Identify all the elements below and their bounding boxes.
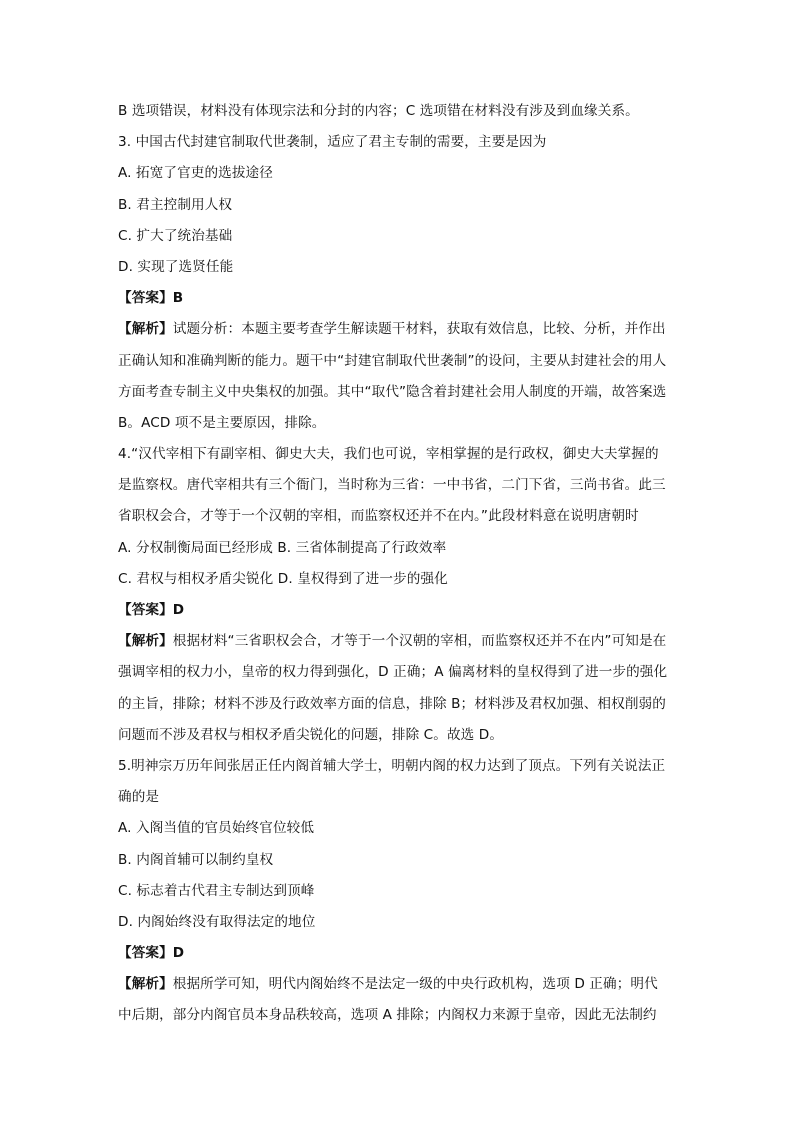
text-line: 方面考查专制主义中央集权的加强。其中“取代”隐含着封建社会用人制度的开端，故答案选 [118, 383, 667, 400]
text-line: 的主旨，排除；材料不涉及行政效率方面的信息，排除 B；材料涉及君权加强、相权削弱的 [118, 695, 666, 712]
question-5-answer: 【答案】D [118, 945, 185, 962]
question-3-analysis: 【解析】试题分析：本题主要考查学生解读题干材料，获取有效信息，比较、分析，并作出 [118, 321, 666, 338]
question-4-options-cd: C. 君权与相权矛盾尖锐化 D. 皇权得到了进一步的强化 [118, 570, 448, 587]
text-line: B。ACD 项不是主要原因，排除。 [118, 414, 326, 431]
text-line: 省职权会合，才等于一个汉朝的宰相，而监察权还并不在内。”此段材料意在说明唐朝时 [118, 508, 639, 525]
question-5-option-c: C. 标志着古代君主专制达到顶峰 [118, 882, 315, 899]
answer-label: 【答案】 [118, 290, 173, 307]
analysis-label: 【解析】 [118, 633, 173, 650]
question-4-analysis: 【解析】根据材料“三省职权会合，才等于一个汉朝的宰相，而监察权还并不在内”可知是在 [118, 633, 667, 650]
text-line: 中后期，部分内阁官员本身品秩较高，选项 A 排除；内阁权力来源于皇帝，因此无法制约 [118, 1007, 657, 1024]
answer-label: 【答案】 [118, 945, 173, 962]
question-4-answer: 【答案】D [118, 602, 185, 618]
question-4-options-ab: A. 分权制衡局面已经形成 B. 三省体制提高了行政效率 [118, 539, 447, 556]
analysis-label: 【解析】 [118, 321, 173, 338]
question-3-option-b: B. 君主控制用人权 [118, 196, 233, 213]
text-line: 是监察权。唐代宰相共有三个衙门，当时称为三省：一中书省，二门下省，三尚书省。此三 [118, 477, 666, 494]
question-3-option-c: C. 扩大了统治基础 [118, 227, 233, 244]
answer-label: 【答案】 [118, 602, 173, 618]
question-5-option-a: A. 入阁当值的官员始终官位较低 [118, 820, 315, 837]
question-3-option-a: A. 拓宽了官吏的选拔途径 [118, 165, 273, 182]
question-5-stem: 5.明神宗万历年间张居正任内阁首辅大学士，明朝内阁的权力达到了顶点。下列有关说法正 [118, 757, 666, 774]
text-line: 强调宰相的权力小，皇帝的权力得到强化，D 正确；A 偏离材料的皇权得到了进一步的强化 [118, 664, 668, 681]
text-line: B 选项错误，材料没有体现宗法和分封的内容；C 选项错在材料没有涉及到血缘关系。 [118, 103, 639, 119]
text-line: 确的是 [118, 789, 160, 806]
question-5-option-b: B. 内阁首辅可以制约皇权 [118, 851, 274, 868]
question-5-analysis: 【解析】根据所学可知，明代内阁始终不是法定一级的中央行政机构，选项 D 正确；明代 [118, 976, 658, 993]
question-3-answer: 【答案】B [118, 290, 184, 307]
document-body [118, 96, 682, 1032]
text-line: 正确认知和准确判断的能力。题干中“封建官制取代世袭制”的设问，主要从封建社会的用人 [118, 352, 667, 369]
question-5-option-d: D. 内阁始终没有取得法定的地位 [118, 913, 316, 930]
question-4-stem: 4.“汉代宰相下有副宰相、御史大夫，我们也可说，宰相掌握的是行政权，御史大夫掌握的 [118, 446, 659, 463]
text-line: 问题而不涉及君权与相权矛盾尖锐化的问题，排除 C。故选 D。 [118, 726, 504, 743]
question-3-stem: 3. 中国古代封建官制取代世袭制，适应了君主专制的需要，主要是因为 [118, 134, 547, 151]
question-3-option-d: D. 实现了选贤任能 [118, 258, 234, 275]
analysis-label: 【解析】 [118, 976, 173, 993]
